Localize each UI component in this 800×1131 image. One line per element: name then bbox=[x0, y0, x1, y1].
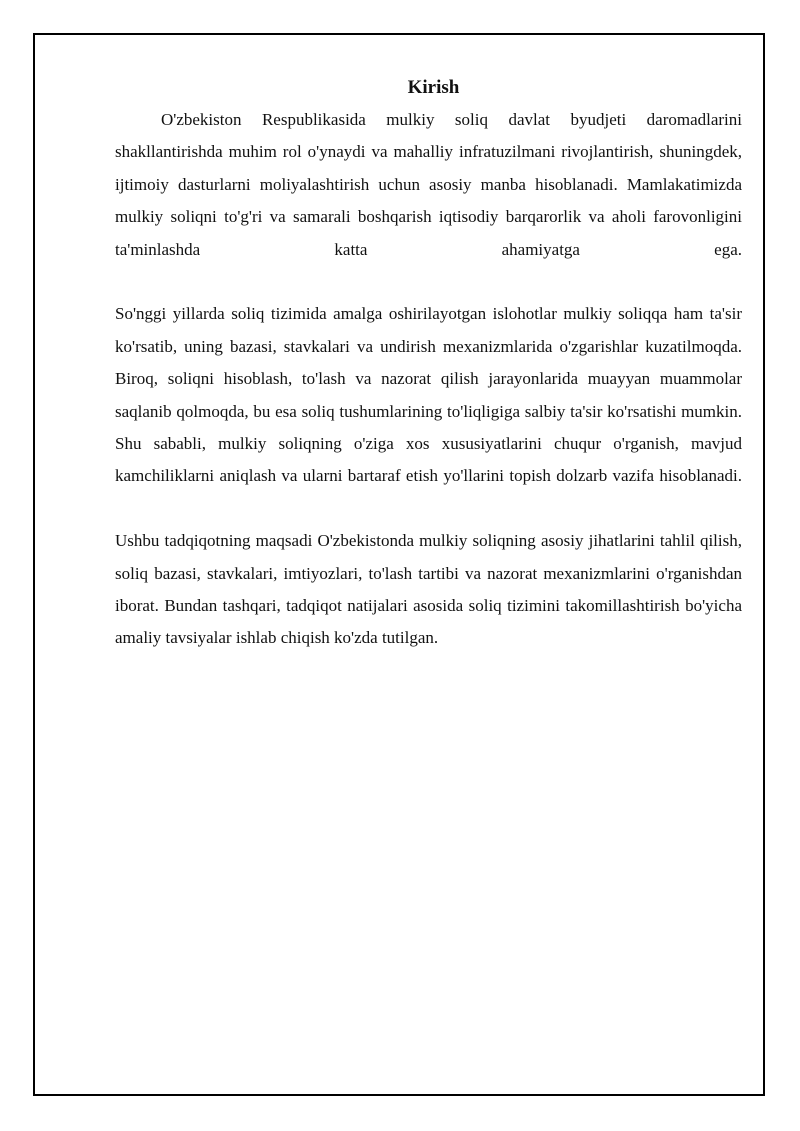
document-title: Kirish bbox=[407, 77, 460, 98]
paragraph-gap bbox=[115, 493, 742, 525]
document-body bbox=[115, 72, 742, 655]
paragraph-gap bbox=[115, 266, 742, 298]
paragraph-2: So'nggi yillarda soliq tizimida amalga oshirilayotgan islohotlar mulkiy soliqqa ham ta'sir ko'rsatib, uning bazasi, stavkalari va undirish mexanizmlarida o'zgarishlar kuzatilmoqda. Biroq, soliqni hisoblash, to'lash va nazorat qilish jarayonlarida muayyan muammolar saqlanib qolmoqda, bu esa soliq tushumlarining to'liqligiga salbiy ta'sir ko'rsatishi mumkin. Shu sababli, mulkiy soliqning o'ziga xos xususiyatlarini chuqur o'rganish, mavjud kamchiliklarni aniqlash va ularni bartaraf etish yo'llarini topish dolzarb vazifa hisoblanadi. bbox=[115, 304, 742, 486]
paragraph-1: O'zbekiston Respublikasida mulkiy soliq davlat byudjeti daromadlarini shakllantirishda muhim rol o'ynaydi va mahalliy infratuzilmani rivojlantirish, shuningdek, ijtimoiy dasturlarni moliyalashtirish uchun asosiy manba hisoblanadi. Mamlakatimizda mulkiy soliqni to'g'ri va samarali boshqarish iqtisodiy barqarorlik va aholi farovonligini ta'minlashda katta ahamiyatga ega. bbox=[115, 110, 742, 259]
paragraph-3: Ushbu tadqiqotning maqsadi O'zbekistonda mulkiy soliqning asosiy jihatlarini tahlil qilish, soliq bazasi, stavkalari, imtiyozlari, to'lash tartibi va nazorat mexanizmlarini o'rganishdan iborat. Bundan tashqari, tadqiqot natijalari asosida soliq tizimini takomillashtirish bo'yicha amaliy tavsiyalar ishlab chiqish ko'zda tutilgan. bbox=[115, 531, 742, 648]
